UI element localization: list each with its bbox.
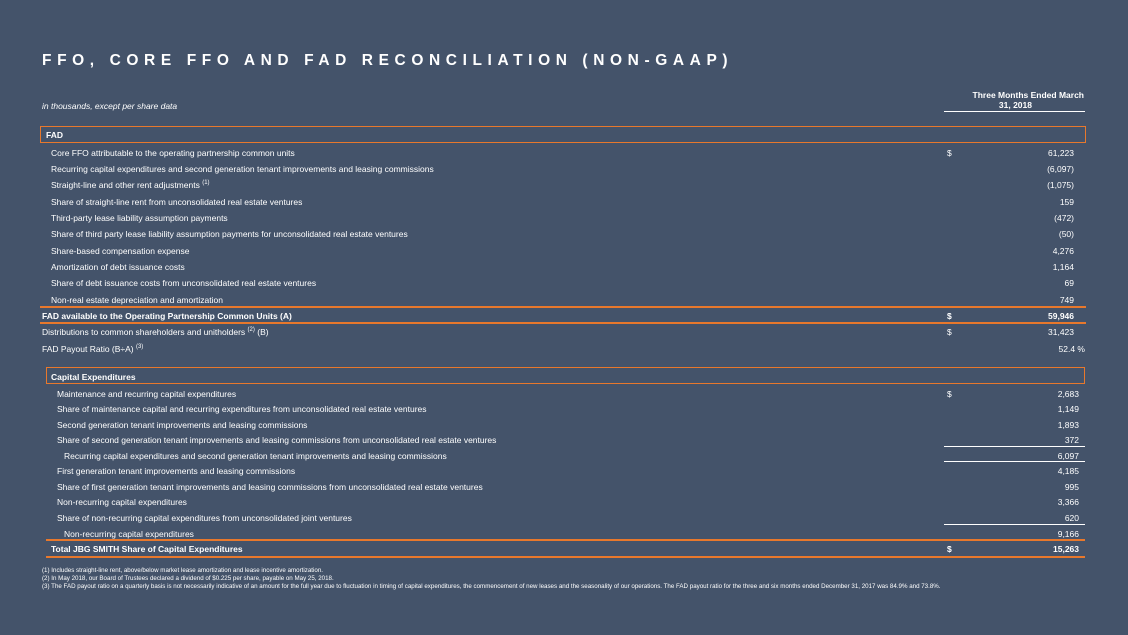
- row-label: Share of maintenance capital and recurring expenditures from unconsolidated real estate ventures: [57, 404, 427, 414]
- row-label: Total JBG SMITH Share of Capital Expenditures: [51, 544, 243, 554]
- row-value: 4,276: [1052, 246, 1074, 256]
- page-title: FFO, CORE FFO AND FAD RECONCILIATION (NON-GAAP): [42, 52, 734, 69]
- row-value: (1,075): [1047, 180, 1074, 190]
- currency-sign: $: [947, 311, 952, 321]
- section-rule: [46, 539, 1085, 541]
- currency-sign: $: [947, 327, 952, 337]
- currency-sign: $: [947, 389, 952, 399]
- row-value: 69: [1064, 278, 1074, 288]
- row-label: [51, 180, 210, 190]
- section-rule: [40, 322, 1086, 324]
- row-label: Share of third party lease liability assumption payments for unconsolidated real estate ventures: [51, 229, 408, 239]
- capex-section-header: [0, 370, 1128, 384]
- row-value: 1,164: [1052, 262, 1074, 272]
- row-value: 9,166: [1057, 529, 1079, 539]
- units-note: in thousands, except per share data: [42, 101, 178, 111]
- column-header-underline: [944, 111, 1085, 112]
- row-label: Recurring capital expenditures and second generation tenant improvements and leasing commissions: [51, 164, 434, 174]
- row-label: Non-real estate depreciation and amortization: [51, 295, 223, 305]
- row-value: 31,423: [1048, 327, 1074, 337]
- distributions-row: [0, 325, 1128, 339]
- row-value: 61,223: [1048, 148, 1074, 158]
- row-value: 3,366: [1057, 497, 1079, 507]
- row-value: 159: [1059, 197, 1074, 207]
- row-label: Second generation tenant improvements and leasing commissions: [57, 420, 308, 430]
- row-label: [42, 327, 269, 337]
- row-label: First generation tenant improvements and leasing commissions: [57, 466, 296, 476]
- footnote: (3) The FAD payout ratio on a quarterly basis is not necessarily indicative of an amount for the full year due to fluctuation in timing of capital expenditures, the commencement of new leases and the seasonality of our operations. The FAD payout ratio for the three and six months ended December 31, 2017 was 84.9% and 73.8%.: [42, 583, 941, 591]
- row-value: 15,263: [1053, 544, 1079, 554]
- row-label-text: Distributions to common shareholders and unitholders: [42, 327, 246, 337]
- subtotal-rule: [944, 446, 1085, 447]
- table-row: [0, 244, 1128, 258]
- table-row: [0, 480, 1128, 494]
- row-value: 6,097: [1057, 451, 1079, 461]
- footnote-ref: (2): [247, 327, 255, 333]
- table-row: [0, 260, 1128, 274]
- row-value: 59,946: [1048, 311, 1074, 321]
- row-label: Share of non-recurring capital expenditures from unconsolidated joint ventures: [57, 513, 352, 523]
- table-row: [0, 402, 1128, 416]
- row-value: 2,683: [1057, 389, 1079, 399]
- table-row: [0, 227, 1128, 241]
- row-value: (50): [1058, 229, 1074, 239]
- row-label: Share of debt issuance costs from unconsolidated real estate ventures: [51, 278, 317, 288]
- row-label: Share-based compensation expense: [51, 246, 190, 256]
- fad-section-label: FAD: [46, 130, 63, 140]
- currency-sign: $: [947, 148, 952, 158]
- subtotal-rule: [944, 461, 1085, 462]
- fad-total-row: [0, 309, 1128, 323]
- row-label: [42, 344, 143, 354]
- row-value: 749: [1059, 295, 1074, 305]
- section-rule: [46, 556, 1085, 558]
- row-label: Non-recurring capital expenditures: [57, 497, 187, 507]
- table-row: [0, 146, 1128, 160]
- row-label-suffix: (B): [254, 327, 269, 337]
- footnote: (2) In May 2018, our Board of Trustees declared a dividend of $0.225 per share, payable on May 25, 2018.: [42, 575, 334, 583]
- subtotal-rule: [944, 524, 1085, 525]
- capex-total-row: [0, 542, 1128, 556]
- row-label: Recurring capital expenditures and second generation tenant improvements and leasing commissions: [64, 451, 447, 461]
- column-header-line1: Three Months Ended March: [972, 90, 1084, 100]
- row-label: Share of first generation tenant improvements and leasing commissions from unconsolidated real estate ventures: [57, 482, 483, 492]
- footnote-ref: (1): [202, 180, 210, 186]
- table-row: [0, 387, 1128, 401]
- row-label: Amortization of debt issuance costs: [51, 262, 185, 272]
- row-label: Third-party lease liability assumption payments: [51, 213, 228, 223]
- table-row: [0, 293, 1128, 307]
- footnote: (1) Includes straight-line rent, above/below market lease amortization and lease incentive amortization.: [42, 567, 323, 574]
- table-row: [0, 433, 1128, 447]
- row-value: (6,097): [1047, 164, 1074, 174]
- row-value: 1,893: [1057, 420, 1079, 430]
- row-label-text: FAD Payout Ratio (B÷A): [42, 344, 134, 354]
- row-value: 372: [1064, 435, 1079, 445]
- table-row: [0, 211, 1128, 225]
- footnote-ref: (3): [135, 344, 144, 350]
- table-row: [0, 162, 1128, 176]
- table-row: [0, 276, 1128, 290]
- section-rule: [40, 306, 1086, 308]
- row-value: 4,185: [1057, 466, 1079, 476]
- row-label: Maintenance and recurring capital expenditures: [57, 389, 237, 399]
- column-header-line2: 31, 2018: [998, 100, 1032, 110]
- row-label: Core FFO attributable to the operating partnership common units: [51, 148, 295, 158]
- row-label: Share of second generation tenant improvements and leasing commissions from unconsolidated real estate ventures: [57, 435, 497, 445]
- table-row: [0, 195, 1128, 209]
- row-value: (472): [1054, 213, 1074, 223]
- capex-section-label: Capital Expenditures: [51, 372, 136, 382]
- table-row: [0, 495, 1128, 509]
- currency-sign: $: [947, 544, 952, 554]
- row-value: 1,149: [1057, 404, 1079, 414]
- row-value: 620: [1064, 513, 1079, 523]
- footnotes: [42, 567, 1082, 592]
- fad-section-header: [0, 128, 1128, 142]
- row-label-text: Straight-line and other rent adjustments: [51, 180, 200, 190]
- column-header: [948, 90, 1084, 110]
- table-row: [0, 511, 1128, 525]
- table-row: [0, 418, 1128, 432]
- row-label: FAD available to the Operating Partnership Common Units (A): [42, 311, 292, 321]
- row-label: Non-recurring capital expenditures: [64, 529, 194, 539]
- row-value: 995: [1064, 482, 1079, 492]
- row-value: 52.4 %: [1058, 344, 1085, 354]
- payout-ratio-row: [0, 342, 1128, 356]
- table-row: [0, 464, 1128, 478]
- row-label: Share of straight-line rent from unconsolidated real estate ventures: [51, 197, 303, 207]
- table-row: [0, 178, 1128, 192]
